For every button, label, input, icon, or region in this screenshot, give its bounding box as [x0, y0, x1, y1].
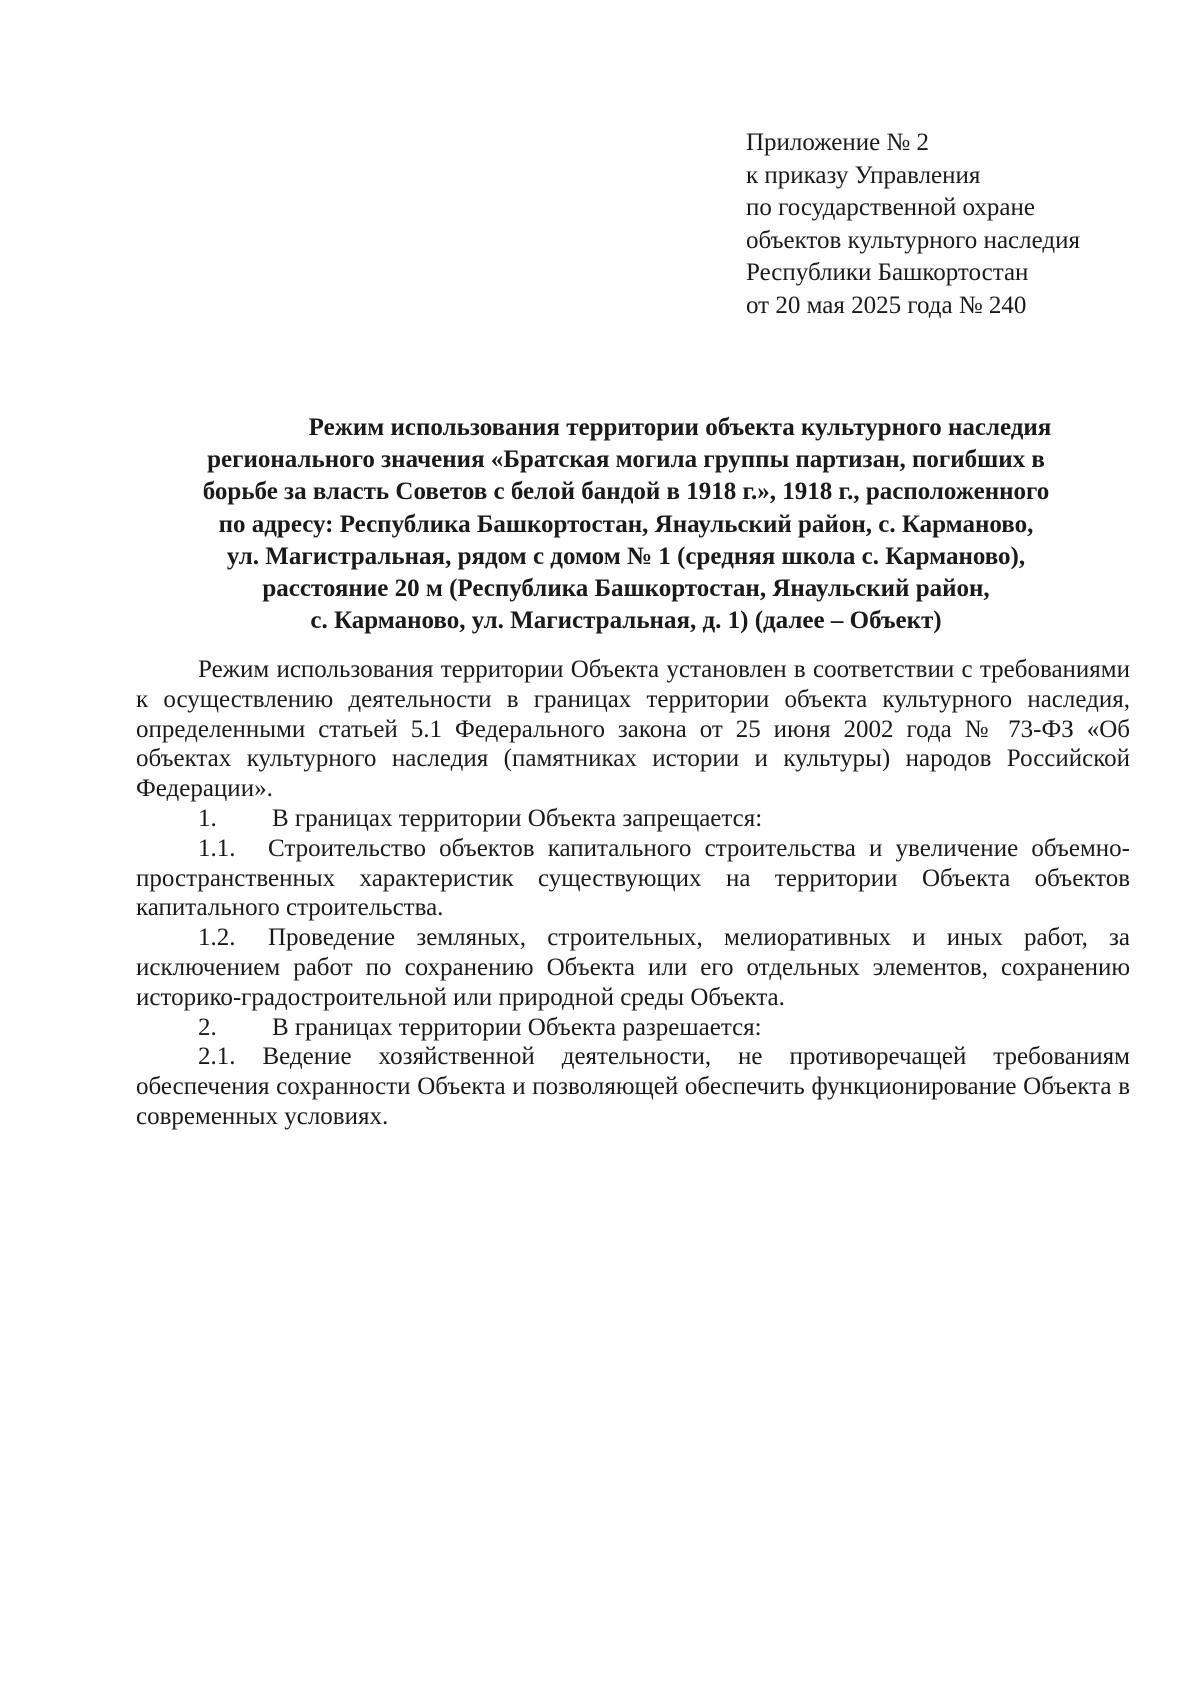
item-number: 1. — [198, 804, 217, 832]
title-line: регионального значения «Братская могила группы партизан, погибших в — [207, 446, 1045, 474]
title-line: ул. Магистральная, рядом с домом № 1 (средняя школа с. Карманово), — [226, 542, 1026, 570]
appendix-line: Приложение № 2 — [746, 129, 930, 156]
item-number: 1.1. — [198, 834, 236, 862]
appendix-line: по государственной охране — [746, 194, 1036, 222]
title-line: борьбе за власть Советов с белой бандой в 1918 г.», 1918 г., расположенного — [202, 478, 1050, 506]
appendix-line: Республики Башкортостан — [746, 259, 1029, 287]
title-line: с. Карманово, ул. Магистральная, д. 1) (далее – Объект) — [310, 607, 942, 635]
item-number: 1.2. — [198, 924, 236, 952]
document-title — [140, 412, 1112, 637]
appendix-line: объектов культурного наследия — [746, 226, 1080, 254]
item-text: Проведение земляных, строительных, мелиоративных и иных работ, за исключением работ по сохранению Объекта или его отдельных элементов, сохранению историко-градостроительной или природной среды Объекта. — [136, 924, 1130, 1011]
list-item — [136, 1042, 1130, 1131]
item-text: В границах территории Объекта разрешается: — [272, 1013, 762, 1041]
intro-paragraph: Режим использования территории Объекта установлен в соответствии с требованиями к осуществлению деятельности в границах территории объекта культурного наследия, определенными статьей 5.1 Федерального закона от 25 июня 2002 года № 73-ФЗ «Об объектах культурного наследия (памятниках истории и культуры) народов Российской Федерации». — [136, 656, 1130, 803]
title-line: по адресу: Республика Башкортостан, Янаульский район, с. Карманово, — [218, 510, 1034, 538]
list-item — [136, 1013, 1130, 1043]
item-text: В границах территории Объекта запрещается: — [272, 804, 763, 832]
item-text: Ведение хозяйственной деятельности, не противоречащей требованиям обеспечения сохранности Объекта и позволяющей обеспечить функционирование Объекта в современных условиях. — [136, 1043, 1131, 1130]
list-item — [136, 834, 1130, 923]
item-text: Строительство объектов капитального строительства и увеличение объемно-пространственных характеристик существующих на территории Объекта объектов капитального строительства. — [136, 834, 1130, 922]
appendix-line: от 20 мая 2025 года № 240 — [746, 291, 1027, 319]
appendix-line: к приказу Управления — [746, 161, 981, 189]
list-item — [136, 804, 1130, 834]
title-line: расстояние 20 м (Республика Башкортостан, Янаульский район, — [262, 575, 990, 603]
item-number: 2.1. — [198, 1043, 236, 1071]
list-item — [136, 923, 1130, 1012]
document-body — [136, 655, 1130, 1132]
item-number: 2. — [198, 1013, 217, 1041]
title-line: Режим использования территории объекта культурного наследия — [308, 414, 1052, 441]
appendix-block — [746, 127, 1166, 323]
